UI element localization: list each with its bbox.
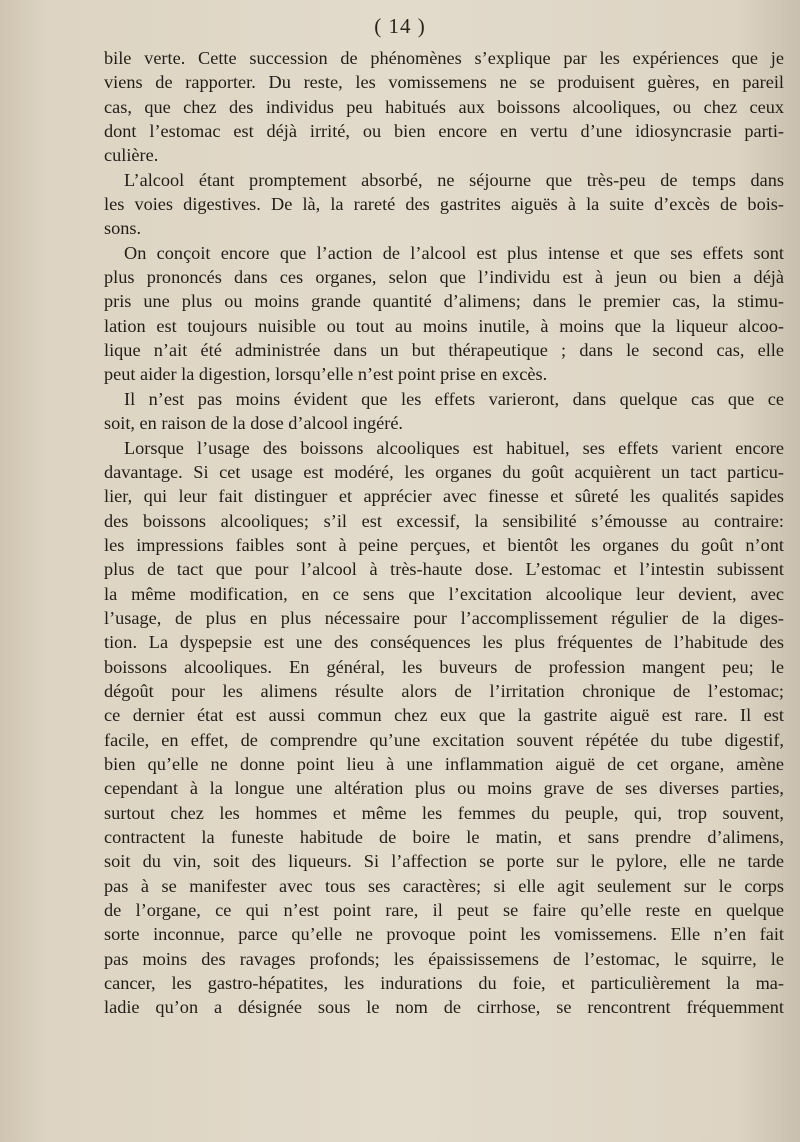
text-line: contractent la funeste habitude de boire le matin, et sans prendre d’alimens, xyxy=(104,827,784,847)
text-line: de l’organe, ce qui n’est point rare, il peut se faire qu’elle reste en quelque xyxy=(104,900,784,921)
text-line: tion. La dyspepsie est une des conséquences les plus fréquentes de l’habitude des xyxy=(104,632,784,653)
text-line: pas moins des ravages profonds; les épaississemens de l’estomac, le squirre, le xyxy=(104,948,784,969)
text-line: des boissons alcooliques; s’il est excessif, la sensibilité s’émousse au contraire: xyxy=(104,510,784,531)
text-line: cas, que chez des individus peu habitués aux boissons alcooliques, ou chez ceux xyxy=(104,96,784,117)
text-line: culière. xyxy=(104,145,159,166)
text-line: boissons alcooliques. En général, les buveurs de profession mangent peu; le xyxy=(104,656,784,677)
paragraph-5 xyxy=(104,436,784,1020)
text-line: peut aider la digestion, lorsqu’elle n’est point prise en excès. xyxy=(104,364,548,385)
text-line: L’alcool étant promptement absorbé, ne séjourne que très-peu de temps dans xyxy=(124,169,784,190)
paragraph-3 xyxy=(104,241,784,387)
text-line: Lorsque l’usage des boissons alcooliques est habituel, ses effets varient encore xyxy=(124,437,784,458)
text-line: dont l’estomac est déjà irrité, ou bien encore en vertu d’une idiosyncrasie parti- xyxy=(104,121,784,142)
text-line: soit du vin, soit des liqueurs. Si l’affection se porte sur le pylore, elle ne tarde xyxy=(104,851,784,872)
text-line: plus de tact que pour l’alcool à très-haute dose. L’estomac et l’intestin subissent xyxy=(104,559,784,580)
text-line: On conçoit encore que l’action de l’alcool est plus intense et que ses effets sont xyxy=(124,242,784,263)
text-line: ce dernier état est aussi commun chez eux que la gastrite aiguë est rare. Il est xyxy=(104,705,784,726)
text-line: sorte inconnue, parce qu’elle ne provoque point les vomissemens. Elle n’en fait xyxy=(104,924,784,945)
text-line: bien qu’elle ne donne point lieu à une inflammation aiguë de cet organe, amène xyxy=(104,753,784,774)
page-number: ( 14 ) xyxy=(374,14,426,38)
text-line: davantage. Si cet usage est modéré, les organes du goût acquièrent un tact particu- xyxy=(104,461,784,482)
text-line: Il n’est pas moins évident que les effets varieront, dans quelque cas que ce xyxy=(124,388,784,409)
text-line: cependant à la longue une altération plus ou moins grave de ses diverses parties, xyxy=(104,778,784,799)
text-line: cancer, les gastro-hépatites, les indurations du foie, et particulièrement la ma- xyxy=(104,973,784,994)
paragraph-1 xyxy=(104,46,784,168)
text-line: l’usage, de plus en plus nécessaire pour l’accomplissement régulier de la diges- xyxy=(104,607,784,628)
text-line: plus prononcés dans ces organes, selon que l’individu est à jeun ou bien a déjà xyxy=(104,267,784,288)
text-line: lation est toujours nuisible ou tout au moins inutile, à moins que la liqueur alcoo- xyxy=(104,315,784,336)
text-line: ladie qu’on a désignée sous le nom de cirrhose, se rencontrent fréquemment xyxy=(104,997,784,1018)
text-line: facile, en effet, de comprendre qu’une excitation souvent répétée du tube digestif, xyxy=(104,729,784,750)
body-text xyxy=(104,46,784,1020)
text-line: lier, qui leur fait distinguer et apprécier avec finesse et sûreté les qualités sapides xyxy=(104,486,784,507)
text-line: la même modification, en ce sens que l’excitation alcoolique leur devient, avec xyxy=(104,583,784,604)
paragraph-4 xyxy=(104,387,784,436)
text-line: pris une plus ou moins grande quantité d’alimens; dans le premier cas, la stimu- xyxy=(104,291,784,312)
text-line: dégoût pour les alimens résulte alors de l’irritation chronique de l’estomac; xyxy=(104,680,784,701)
text-line: soit, en raison de la dose d’alcool ingéré. xyxy=(104,413,404,434)
text-line: viens de rapporter. Du reste, les vomissemens ne se produisent guères, en pareil xyxy=(104,72,784,93)
text-line: les voies digestives. De là, la rareté des gastrites aiguës à la suite d’excès de bois- xyxy=(104,194,784,215)
text-line: sons. xyxy=(104,218,142,239)
text-line: pas à se manifester avec tous ses caractères; si elle agit seulement sur le corps xyxy=(104,875,784,896)
text-line: lique n’ait été administrée dans un but thérapeutique ; dans le second cas, elle xyxy=(104,340,784,361)
text-line: bile verte. Cette succession de phénomènes s’explique par les expériences que je xyxy=(104,48,784,68)
text-line: surtout chez les hommes et même les femmes du peuple, qui, trop souvent, xyxy=(104,802,784,823)
paragraph-2 xyxy=(104,168,784,241)
text-line: les impressions faibles sont à peine perçues, et bientôt les organes du goût n’ont xyxy=(104,534,784,555)
